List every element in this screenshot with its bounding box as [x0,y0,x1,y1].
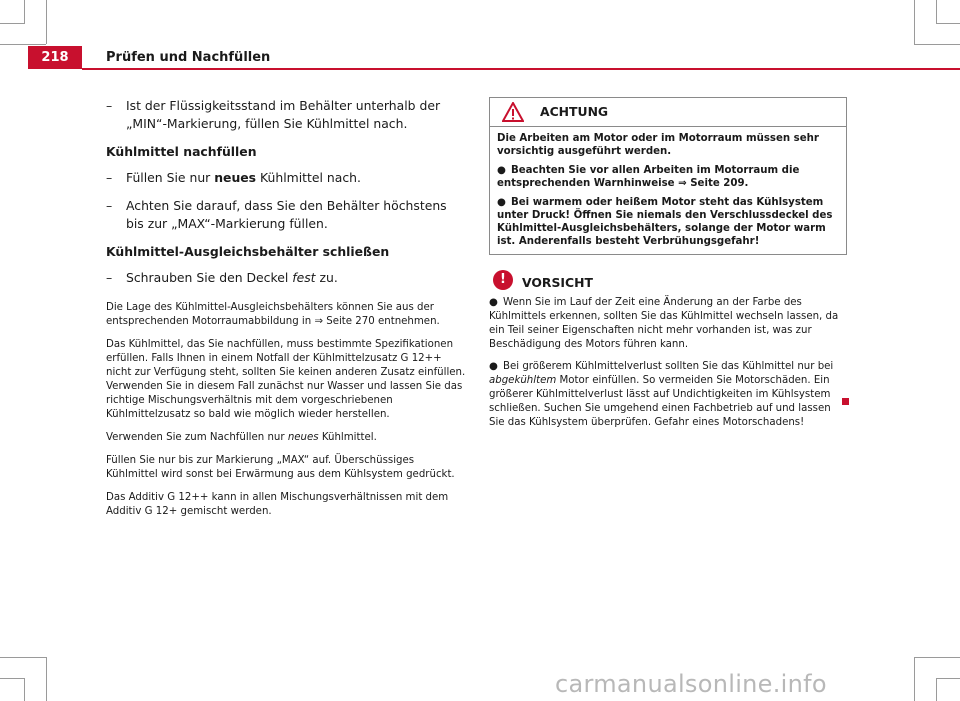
crop-mark [0,44,46,45]
warning-bullet-text: Beachten Sie vor allen Arbeiten im Motorraum die entsprechenden Warnhinweise ⇒ Seite 209. [497,165,800,189]
list-item-text: Füllen Sie nur [126,170,215,185]
header-rule [82,68,960,70]
dash-bullet: – [106,270,113,285]
caution-bullet-text: Wenn Sie im Lauf der Zeit eine Änderung an der Farbe des Kühlmittels erkennen, sollten Sie das Kühlmittel wechseln lassen, da ein Teil seiner Eigenschaften nicht mehr vorhanden ist, was zur Beschädigung des Motors führen kann. [489,297,839,350]
page-number: 218 [28,46,82,69]
warning-body [490,127,846,254]
list-item-text: Ist der Flüssigkeitsstand im Behälter unterhalb der „MIN“-Markierung, füllen Sie Kühlmittel nach. [126,98,441,131]
crop-mark [936,0,937,24]
warning-bullet [497,196,839,248]
bullet-dot: ● [497,165,506,176]
watermark: carmanualsonline.info [555,670,827,698]
emphasis-text: fest [292,270,316,285]
caution-bullet [489,296,847,352]
emphasis-text: abgekühltem [489,375,557,386]
list-item [106,197,466,233]
list-item-text: Kühlmittel nach. [256,170,361,185]
list-item-text: Achten Sie darauf, dass Sie den Behälter höchstens bis zur „MAX“-Markierung füllen. [126,198,447,231]
warning-bullet [497,164,839,190]
crop-mark [914,44,960,45]
bullet-dot: ● [489,297,498,308]
warning-box [489,97,847,255]
section-heading: Kühlmittel-Ausgleichsbehälter schließen [106,244,390,259]
warning-triangle-icon [502,102,524,122]
crop-mark [936,23,960,24]
caution-section [489,270,847,430]
crop-mark [914,657,960,658]
caution-bullet-text: Bei größerem Kühlmittelverlust sollten Sie das Kühlmittel nur bei [503,361,834,372]
bullet-dot: ● [489,361,498,372]
dash-bullet: – [106,170,113,185]
paragraph [106,431,466,445]
dash-bullet: – [106,98,113,113]
crop-mark [936,678,937,701]
paragraph-text: Verwenden Sie zum Nachfüllen nur [106,432,288,443]
crop-mark [0,23,24,24]
crop-mark [914,657,915,701]
paragraph: Das Kühlmittel, das Sie nachfüllen, muss bestimmte Spezifikationen erfüllen. Falls Ihnen in einem Notfall der Kühlmittelzusatz G 12++ nicht zur Verfügung steht, sollten Sie keinen anderen Zusatz einfüllen. Verwenden Sie in diesem Fall zunächst nur Wasser und lassen Sie das richtige Mischungsverhältnis mit dem vorgeschriebenen Kühlmittelzusatz so bald wie möglich wieder herstellen. [106,339,466,420]
emphasis-text: neues [214,170,257,185]
crop-mark [0,657,46,658]
section-end-marker [842,398,849,405]
emphasis-text: neues [287,432,319,443]
paragraph: Füllen Sie nur bis zur Markierung „MAX“ auf. Überschüssiges Kühlmittel wird sonst bei Erwärmung aus dem Kühlsystem gedrückt. [106,455,455,480]
caution-bullet [489,360,847,430]
crop-mark [24,678,25,701]
dash-bullet: – [106,198,113,213]
paragraph-text: Kühlmittel. [318,432,377,443]
crop-mark [936,678,960,679]
exclamation-icon: ! [493,270,513,290]
warning-bullet-text: Bei warmem oder heißem Motor steht das Kühlsystem unter Druck! Öffnen Sie niemals den Verschlussdeckel des Kühlmittel-Ausgleichsbehälters, solange der Motor warm ist. Anderenfalls besteht Verbrühungsgefahr! [497,197,833,247]
list-item [106,269,466,287]
list-item [106,97,466,133]
warning-intro: Die Arbeiten am Motor oder im Motorraum müssen sehr vorsichtig ausgeführt werden. [497,133,819,157]
warning-header [490,98,846,127]
right-column [489,97,847,438]
crop-mark [24,0,25,24]
caution-bullet-text: Motor einfüllen. So vermeiden Sie Motorschäden. Ein größerer Kühlmittelverlust lässt auf Undichtigkeiten im Kühlsystem schließen. Suchen Sie umgehend einen Fachbetrieb auf und lassen Sie das Kühlsystem überprüfen. Gefahr eines Motorschadens! [489,375,831,428]
left-column [106,97,466,528]
bullet-dot: ● [497,197,506,208]
warning-title: ACHTUNG [540,104,609,119]
paragraph: Das Additiv G 12++ kann in allen Mischungsverhältnissen mit dem Additiv G 12+ gemischt werden. [106,492,449,517]
caution-body [489,296,847,430]
list-item-text: zu. [315,270,338,285]
list-item-text: Schrauben Sie den Deckel [126,270,293,285]
page-title: Prüfen und Nachfüllen [106,50,271,65]
list-item [106,169,466,187]
section-heading: Kühlmittel nachfüllen [106,144,257,159]
caution-header [489,270,847,296]
crop-mark [46,657,47,701]
caution-title: VORSICHT [522,275,593,290]
crop-mark [914,0,915,44]
crop-mark [0,678,24,679]
crop-mark [46,0,47,44]
paragraph: Die Lage des Kühlmittel-Ausgleichsbehälters können Sie aus der entsprechenden Motorraumabbildung in ⇒ Seite 270 entnehmen. [106,302,440,327]
